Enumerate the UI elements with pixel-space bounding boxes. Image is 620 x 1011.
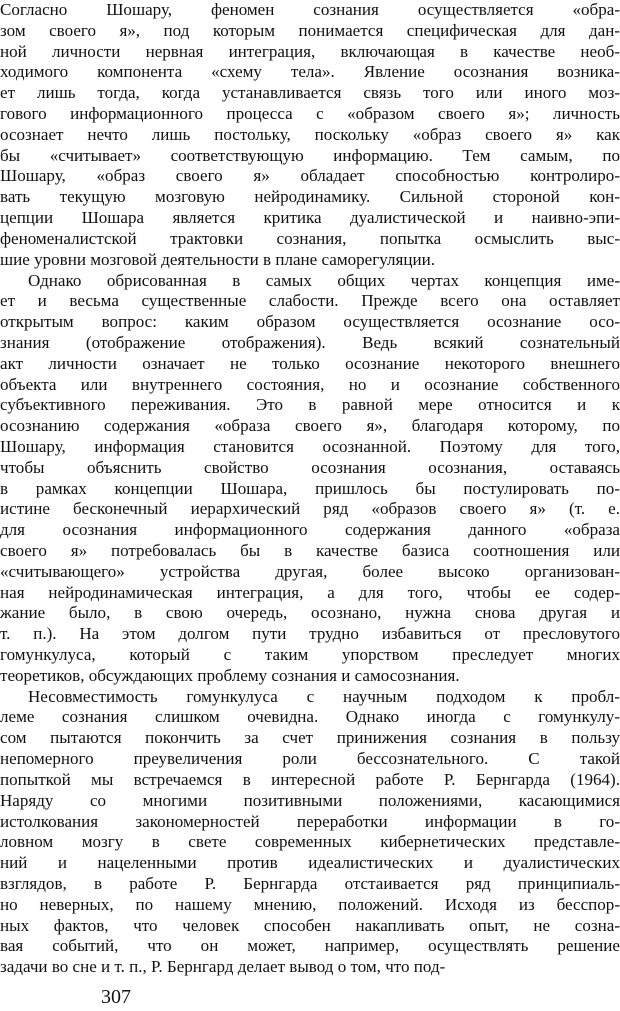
text-line: теоретиков, обсуждающих проблему сознания и самосознания. (0, 665, 460, 685)
text-line: в рамках концепции Шошара, пришлось бы постулировать по- (0, 478, 620, 498)
text-line: но неверных, по нашему мнению, положений. Исходя из бесспор- (0, 894, 620, 914)
text-line: ет лишь тогда, когда устанавливается связь того или иного моз- (0, 83, 620, 103)
text-line: ной личности нервная интеграция, включающая в качестве необ- (0, 41, 620, 61)
text-line: чтобы объяснить свойство осознания осознания, оставаясь (0, 457, 620, 477)
text-line: истине бесконечный иерархический ряд «образов своего я» (т. е. (0, 499, 620, 519)
text-line: Согласно Шошару, феномен сознания осуществляется «обра- (0, 0, 620, 19)
text-line: леме сознания слишком очевидна. Однако иногда с гомункулу- (0, 707, 620, 727)
text-line: вая событий, что он может, например, осуществлять решение (0, 936, 620, 956)
text-line: осознанию содержания «образа своего я», благодаря которому, по (0, 416, 620, 436)
text-line: Однако обрисованная в самых общих чертах концепция име- (28, 270, 620, 290)
text-line: задачи во сне и т. п., Р. Бернгард делает вывод о том, что под- (0, 957, 446, 977)
text-line: цепции Шошара является критика дуалистической и наивно-эпи- (0, 208, 620, 228)
text-line: шие уровни мозговой деятельности в плане саморегуляции. (0, 249, 435, 269)
text-line: бы «считывает» соответствующую информацию. Тем самым, по (0, 145, 620, 165)
page-number: 307 (101, 986, 131, 1008)
text-line: ловном мозгу в свете современных кибернетических представле- (0, 832, 620, 852)
text-line: гового информационного процесса с «образом своего я»; личность (0, 104, 620, 124)
text-line: зом своего я», под которым понимается специфическая для дан- (0, 20, 620, 40)
text-line: сом пытаются покончить за счет принижения сознания в пользу (0, 728, 620, 748)
text-line: т. п.). На этом долгом пути трудно избавиться от пресловутого (0, 624, 620, 644)
text-line: ний и нацеленными против идеалистических и дуалистических (0, 853, 620, 873)
text-line: непомерного преувеличения роли бессознательного. С такой (0, 749, 620, 769)
text-line: для осознания информационного содержания данного «образа (0, 520, 620, 540)
text-line: Шошару, информация становится осознанной. Поэтому для того, (0, 436, 620, 456)
text-line: ходимого компонента «схему тела». Явление осознания возника- (0, 62, 620, 82)
text-line: акт личности означает не только осознание некоторого внешнего (0, 353, 620, 373)
text-line: феноменалистской трактовки сознания, попытка осмыслить выс- (0, 228, 620, 248)
text-line: субъективного переживания. Это в равной мере относится и к (0, 395, 620, 415)
text-line: ная нейродинамическая интеграция, а для того, чтобы ее содер- (0, 582, 620, 602)
text-line: открытым вопрос: каким образом осуществляется осознание осо- (0, 312, 620, 332)
text-line: Наряду со многими позитивными положениями, касающимися (0, 790, 620, 810)
text-line: Шошару, «образ своего я» обладает способностью контролиро- (0, 166, 620, 186)
text-line: осознает нечто лишь постольку, поскольку «образ своего я» как (0, 124, 620, 144)
text-line: объекта или внутреннего состояния, но и осознание собственного (0, 374, 620, 394)
text-line: ных фактов, что человек способен накапливать опыт, не созна- (0, 915, 620, 935)
text-line: жание было, в свою очередь, осознано, нужна снова другая и (0, 603, 620, 623)
text-line: гомункулуса, который с таким упорством преследует многих (0, 645, 620, 665)
text-line: Несовместимость гомункулуса с научным подходом к пробл- (28, 686, 620, 706)
text-line: попыткой мы встречаемся в интересной работе Р. Бернгарда (1964). (0, 769, 620, 789)
text-line: взглядов, в работе Р. Бернгарда отстаивается ряд принципиаль- (0, 873, 620, 893)
text-line: знания (отображение отображения). Ведь всякий сознательный (0, 332, 620, 352)
text-line: ет и весьма существенные слабости. Прежде всего она оставляет (0, 291, 620, 311)
text-line: «считывающего» устройства другая, более высоко организован- (0, 561, 620, 581)
text-line: своего я» потребовалась бы в качестве базиса соотношения или (0, 541, 620, 561)
text-line: истолкования закономерностей переработки информации в го- (0, 811, 620, 831)
text-line: вать текущую мозговую нейродинамику. Сильной стороной кон- (0, 187, 620, 207)
